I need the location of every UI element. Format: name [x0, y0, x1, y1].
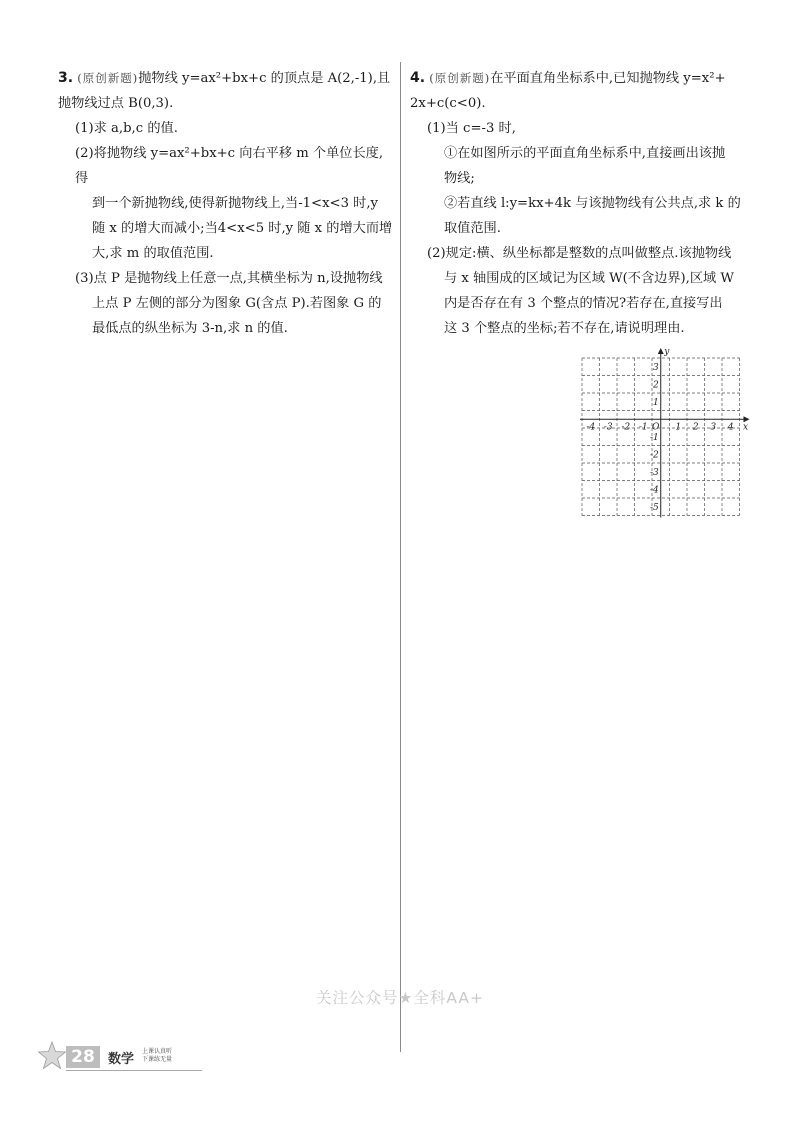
coordinate-grid-svg: [574, 348, 754, 518]
x-tick-label: -2: [621, 422, 631, 433]
q3-stem: [58, 66, 393, 91]
q3-part3-line2: 上点 P 左侧的部分为图象 G(含点 P).若图象 G 的: [92, 296, 382, 311]
subject-label: 数学: [108, 1052, 135, 1067]
q3-number: 3.: [58, 70, 74, 86]
y-axis-arrow: [658, 348, 664, 354]
q4-sub2-line2: 取值范围.: [444, 221, 501, 236]
y-axis-label: y: [664, 348, 670, 357]
y-tick-label: -4: [649, 485, 659, 496]
question-4: [410, 66, 750, 341]
q3-part3-line3: 最低点的纵坐标为 3-n,求 n 的值.: [92, 321, 288, 336]
x-tick-label: -3: [603, 422, 613, 433]
y-tick-label: 2: [653, 380, 659, 391]
column-divider: [400, 62, 401, 1052]
watermark: 关注公众号★全科AA+: [315, 989, 485, 1007]
x-tick-label: 1: [675, 422, 682, 433]
q4-part2-line4: 这 3 个整点的坐标;若不存在,请说明理由.: [444, 321, 685, 336]
q4-sub1-line1: ①在如图所示的平面直角坐标系中,直接画出该抛: [444, 146, 726, 161]
x-tick-label: -1: [638, 422, 648, 433]
question-3: [58, 66, 393, 341]
x-axis-label: x: [742, 422, 749, 433]
q4-part1: (1)当 c=-3 时,: [427, 121, 516, 136]
q3-part3-line1: (3)点 P 是抛物线上任意一点,其横坐标为 n,设抛物线: [75, 271, 383, 286]
q3-stem-line2: 抛物线过点 B(0,3).: [58, 96, 174, 111]
q3-part2-line4: 大,求 m 的取值范围.: [92, 246, 214, 261]
x-tick-label: 3: [710, 422, 717, 433]
y-tick-label: 1: [653, 397, 659, 408]
page-footer: [36, 1040, 196, 1070]
q3-part2-line2: 到一个新抛物线,使得新抛物线上,当-1<x<3 时,y: [92, 196, 378, 211]
slogan-line2: 下课练无量: [142, 1056, 173, 1063]
y-tick-label: 3: [653, 362, 659, 373]
origin-label: O: [652, 422, 660, 433]
x-tick-label: 2: [692, 422, 699, 433]
q4-stem: [410, 66, 750, 91]
x-tick-label: 4: [727, 422, 734, 433]
q4-tag: (原创新题): [429, 71, 491, 85]
q3-part2-line1: (2)将抛物线 y=ax²+bx+c 向右平移 m 个单位长度,得: [75, 146, 384, 186]
footer-line: [66, 1070, 202, 1071]
q3-stem-line1: 抛物线 y=ax²+bx+c 的顶点是 A(2,-1),且: [138, 71, 391, 86]
star-badge-icon: [36, 1040, 68, 1072]
q4-stem-line1: 在平面直角坐标系中,已知抛物线 y=x²+: [490, 71, 726, 86]
q4-part2-line1: (2)规定:横、纵坐标都是整数的点叫做整点.该抛物线: [427, 246, 732, 261]
coordinate-grid: [574, 348, 754, 518]
q4-sub1-line2: 物线;: [444, 171, 475, 186]
x-tick-label: -4: [586, 422, 596, 433]
q4-part2-line3: 内是否存在有 3 个整点的情况?若存在,直接写出: [444, 296, 723, 311]
q4-number: 4.: [410, 70, 426, 86]
q3-part1: (1)求 a,b,c 的值.: [75, 121, 178, 136]
q3-part2-line3: 随 x 的增大而减小;当4<x<5 时,y 随 x 的增大而增: [92, 221, 393, 236]
q3-tag: (原创新题): [77, 71, 139, 85]
y-tick-label: -1: [649, 432, 659, 443]
y-tick-label: -5: [649, 502, 659, 513]
q4-stem-line2: 2x+c(c<0).: [410, 96, 486, 111]
slogan-line1: 上课认真听: [142, 1048, 173, 1055]
y-tick-label: -3: [649, 467, 659, 478]
q4-part2-line2: 与 x 轴围成的区域记为区域 W(不含边界),区域 W: [444, 271, 734, 286]
q4-sub2-line1: ②若直线 l:y=kx+4k 与该抛物线有公共点,求 k 的: [444, 196, 741, 211]
page-number: 28: [66, 1046, 100, 1068]
y-tick-label: -2: [649, 450, 659, 461]
footer-slogan: [142, 1048, 172, 1064]
